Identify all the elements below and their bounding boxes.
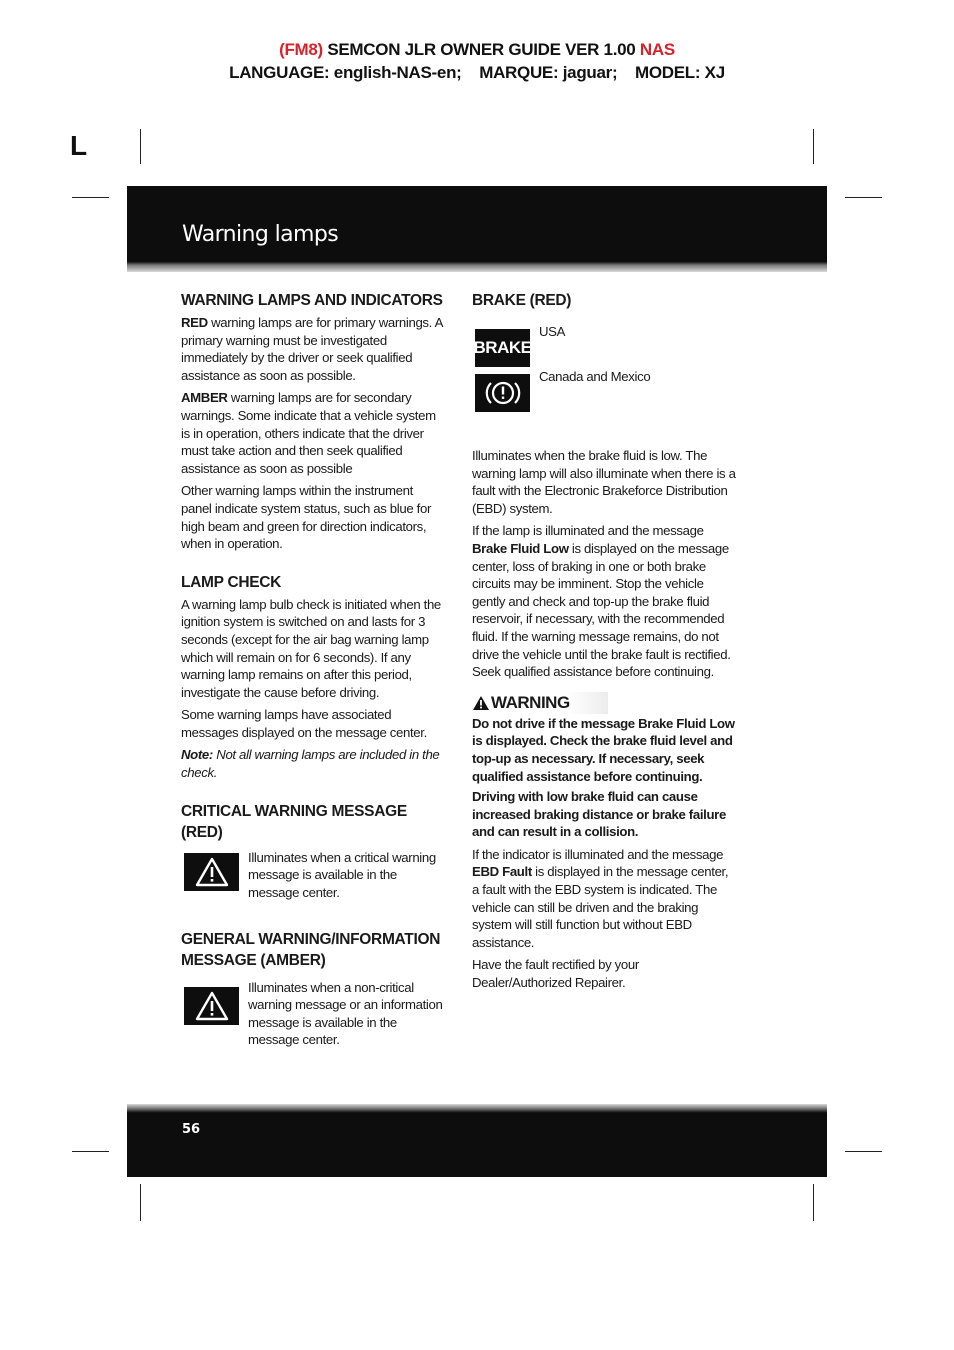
paragraph: Some warning lamps have associated messages displayed on the message center. bbox=[181, 707, 427, 740]
header-nas: NAS bbox=[639, 40, 675, 59]
paragraph: Illuminates when the brake fluid is low. The warning lamp will also illuminate when there is a fault with the Electronic Brakeforce Distribution (EBD) system. bbox=[472, 448, 736, 516]
crop-mark bbox=[140, 129, 141, 164]
crop-mark bbox=[72, 197, 109, 198]
paragraph: RED warning lamps are for primary warnings. A primary warning must be investigated immediately by the driver or seek qualified assistance as soon as possible. bbox=[181, 315, 443, 383]
brake-icons bbox=[472, 321, 737, 447]
warning-heading: WARNING bbox=[472, 692, 608, 714]
document-header-line2: LANGUAGE: english-NAS-en; MARQUE: jaguar; MODEL: XJ bbox=[229, 63, 725, 82]
warning-triangle-icon bbox=[184, 987, 239, 1025]
note: Note: Not all warning lamps are included in the check. bbox=[181, 747, 440, 781]
warning-triangle-icon bbox=[472, 695, 490, 711]
warning-text: Do not drive if the message Brake Fluid Low is displayed. Check the brake fluid level and top-up as necessary. If necessary, seek qualified assistance before continuing. bbox=[472, 715, 735, 784]
canada-mexico-label: Canada and Mexico bbox=[539, 369, 651, 384]
paragraph: If the lamp is illuminated and the message Brake Fluid Low is displayed on the message center, loss of braking in one or both brake circuits may be imminent. Stop the vehicle gently and check and top-up the brake fluid reservoir, if necessary, with the recommended fluid. If the warning message remains, do not drive the vehicle until the brake fault is rectified. Seek qualified assistance before continuing. bbox=[472, 523, 731, 680]
side-letter: L bbox=[70, 130, 88, 161]
general-warning-row bbox=[181, 981, 446, 1061]
right-column bbox=[472, 290, 737, 997]
brake-circle-icon bbox=[475, 374, 530, 412]
paragraph: If the indicator is illuminated and the message EBD Fault is displayed in the message center, a fault with the EBD system is indicated. The vehicle can still be driven and the braking system will still function but without EBD assistance. bbox=[472, 846, 729, 950]
crop-mark bbox=[845, 197, 882, 198]
paragraph: A warning lamp bulb check is initiated when the ignition system is switched on and lasts for 3 seconds (except for the air bag warning lamp which will remain on for 6 seconds). If any warning lamp remains on after this period, investigate the cause before driving. bbox=[181, 596, 441, 700]
paragraph: Other warning lamps within the instrument panel indicate system status, such as blue for high beam and green for direction indicators, when in operation. bbox=[181, 483, 431, 552]
general-warning-text: Illuminates when a non-critical warning message or an information message is available in the message center. bbox=[248, 979, 443, 1048]
left-column bbox=[181, 290, 446, 1061]
critical-warning-row bbox=[181, 851, 446, 915]
section-heading: WARNING LAMPS AND INDICATORS bbox=[181, 292, 443, 309]
brake-text-icon: BRAKE bbox=[475, 329, 530, 367]
usa-label: USA bbox=[539, 324, 566, 339]
section-heading: CRITICAL WARNING MESSAGE (RED) bbox=[181, 802, 407, 841]
header-code: (FM8) bbox=[279, 40, 323, 59]
footer-band bbox=[127, 1104, 827, 1177]
warning-triangle-icon bbox=[184, 853, 239, 891]
paragraph: AMBER warning lamps are for secondary warnings. Some indicate that a vehicle system is in operation, others indicate that the driver must take action and then seek qualified assistance as soon as possible bbox=[181, 390, 436, 476]
crop-mark bbox=[813, 1184, 814, 1221]
crop-mark bbox=[813, 129, 814, 164]
section-heading: GENERAL WARNING/INFORMATION MESSAGE (AMBER) bbox=[181, 930, 441, 969]
document-header-line1 bbox=[0, 40, 954, 60]
header-main: SEMCON JLR OWNER GUIDE VER 1.00 bbox=[327, 40, 636, 59]
crop-mark bbox=[140, 1184, 141, 1221]
warning-text: Driving with low brake fluid can cause increased braking distance or brake failure and can result in a collision. bbox=[472, 789, 726, 840]
critical-warning-text: Illuminates when a critical warning message is available in the message center. bbox=[248, 849, 436, 900]
page-number: 56 bbox=[182, 1122, 201, 1137]
section-heading: BRAKE (RED) bbox=[472, 292, 572, 309]
crop-mark bbox=[845, 1151, 882, 1152]
crop-mark bbox=[72, 1151, 109, 1152]
section-heading: LAMP CHECK bbox=[181, 573, 282, 591]
page-title: Warning lamps bbox=[182, 222, 339, 247]
paragraph: Have the fault rectified by your Dealer/Authorized Repairer. bbox=[472, 957, 639, 991]
